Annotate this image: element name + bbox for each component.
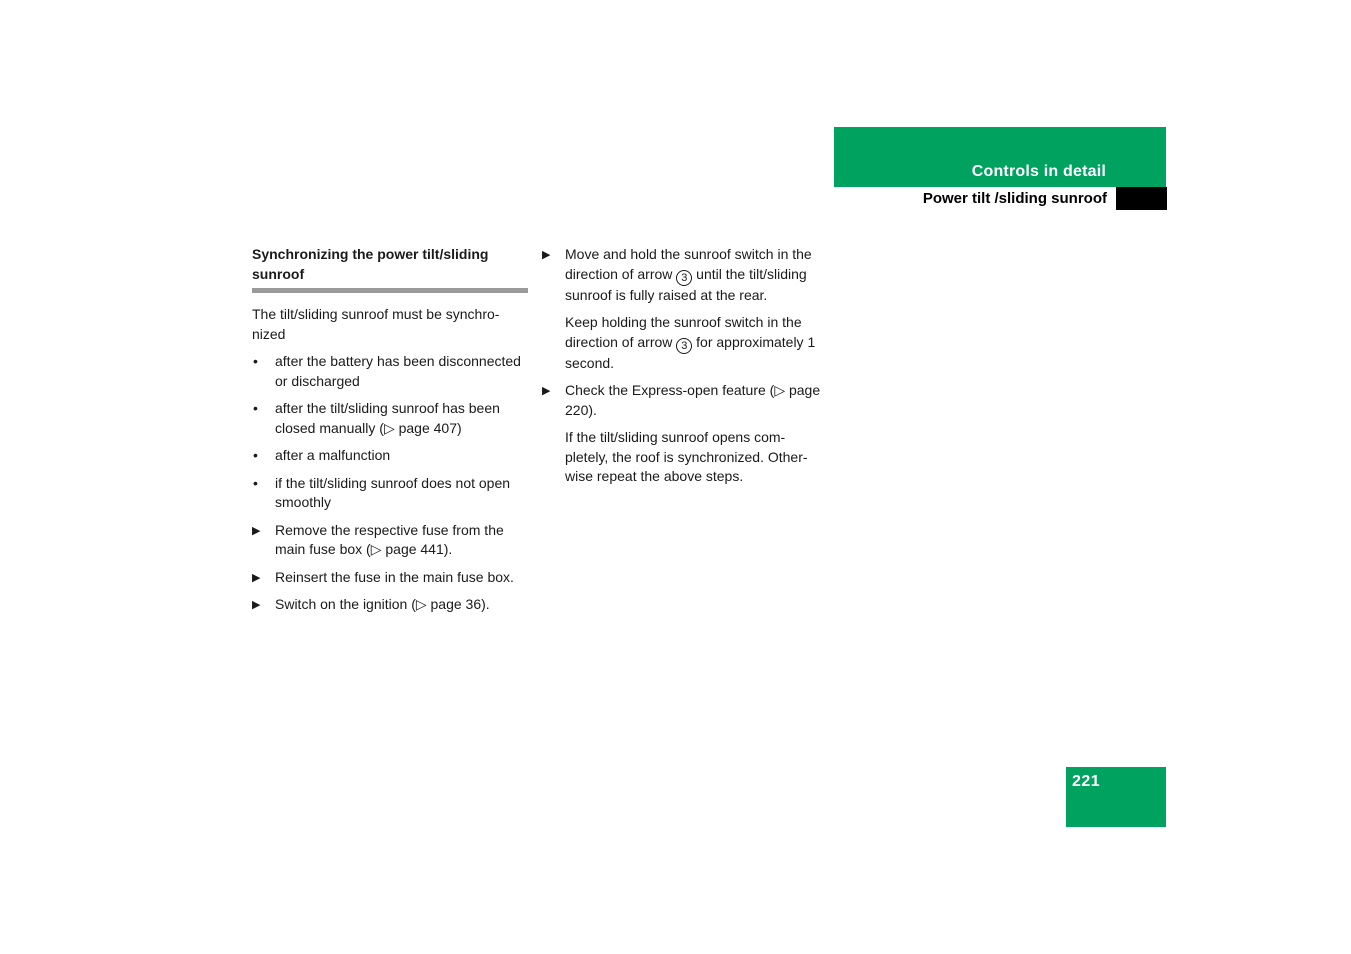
- bullet-icon: •: [253, 400, 258, 416]
- list-item: • if the tilt/sliding sunroof does not open smoothly: [253, 474, 511, 510]
- list-item: • after the tilt/sliding sunroof has been closed manually (▷ page 407): [253, 400, 500, 436]
- right-column: [542, 245, 822, 495]
- intro-text: The tilt/sliding sunroof must be synchro-nized: [252, 306, 500, 342]
- step-note: If the tilt/sliding sunroof opens com-pletely, the roof is synchronized. Other-wise repeat the above steps.: [565, 429, 808, 484]
- step-item: ▶ Check the Express-open feature (▷ page 220).: [542, 382, 821, 418]
- section-marker-tab: [1116, 187, 1167, 210]
- section-title: Controls in detail: [971, 163, 1106, 180]
- arrow-number-badge: 3: [676, 338, 692, 354]
- list-item: • after a malfunction: [252, 446, 528, 466]
- step-arrow-icon: ▶: [252, 599, 261, 611]
- arrow-number-badge: 3: [676, 270, 692, 286]
- section-heading: Synchronizing the power tilt/sliding sunroof: [252, 245, 528, 293]
- step-item: ▶ Remove the respective fuse from the main fuse box (▷ page 441).: [252, 521, 504, 557]
- step-arrow-icon: ▶: [542, 385, 551, 397]
- bullet-icon: •: [253, 447, 258, 463]
- bullet-icon: •: [253, 474, 258, 491]
- subsection-title: Power tilt /sliding sunroof: [922, 190, 1107, 207]
- bullet-icon: •: [253, 353, 258, 369]
- step-item: ▶ Switch on the ignition (▷ page 36).: [252, 595, 528, 615]
- step-item: ▶ Reinsert the fuse in the main fuse box.: [252, 568, 528, 588]
- step-note: Keep holding the sunroof switch in the direction of arrow 3 for approximately 1 second.: [565, 314, 816, 371]
- page-number-tab: [1066, 767, 1166, 827]
- list-item: • after the battery has been disconnected or discharged: [253, 353, 521, 389]
- step-arrow-icon: ▶: [542, 249, 551, 261]
- step-arrow-icon: ▶: [252, 571, 261, 584]
- step-item: ▶ Move and hold the sunroof switch in the direction of arrow 3 until the tilt/sliding sunroof is fully raised at the rear.: [542, 246, 812, 303]
- section-tab: [834, 127, 1166, 187]
- page-number: 221: [1072, 773, 1101, 790]
- left-column: [252, 245, 528, 623]
- step-arrow-icon: ▶: [252, 524, 261, 537]
